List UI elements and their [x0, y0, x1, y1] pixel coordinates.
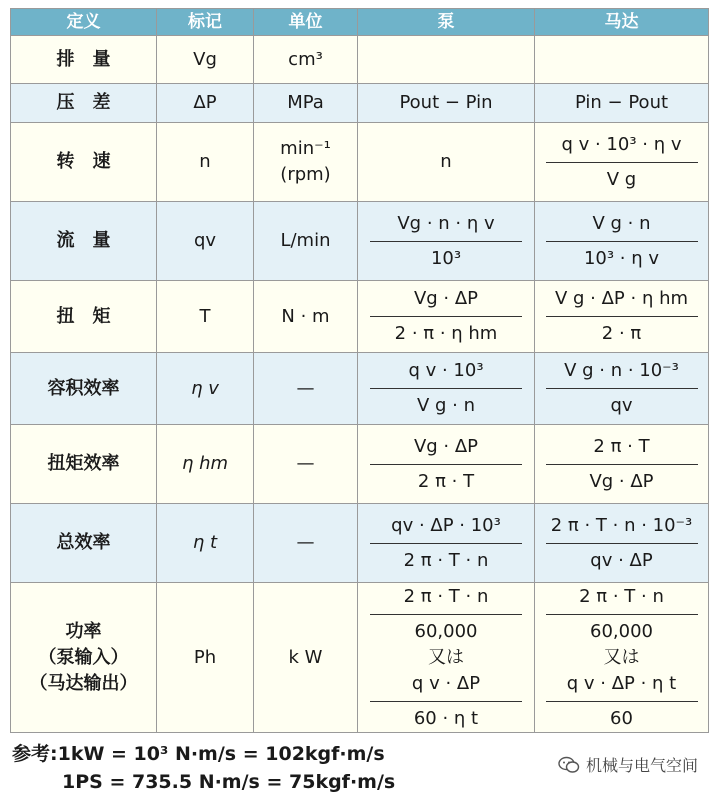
row-pump-formula: Pout − Pin: [358, 84, 535, 123]
reference-note-kw: 参考:1kW = 10³ N·m/s = 102kgf·m/s: [12, 743, 385, 765]
fraction-line: [546, 701, 698, 702]
denominator: qv · ΔP: [590, 549, 653, 571]
header-row: [11, 9, 709, 36]
fraction: [544, 211, 700, 272]
row-symbol: qv: [157, 202, 254, 281]
reference-note-ps: 1PS = 735.5 N·m/s = 75kgf·m/s: [62, 771, 396, 793]
row-definition: 排 量: [11, 36, 157, 84]
row-pump-formula: [358, 281, 535, 353]
row-motor-formula: [535, 504, 709, 583]
numerator: V g · ΔP · η hm: [554, 288, 689, 309]
fraction-line: [370, 388, 522, 389]
numerator: q v · 10³: [408, 360, 484, 381]
row-definition: 扭矩效率: [11, 425, 157, 504]
fraction-line: [370, 316, 522, 317]
row-pump-formula: n: [358, 123, 535, 202]
header-definition: 定义: [11, 9, 157, 36]
fraction-line: [546, 614, 698, 615]
fraction: [368, 513, 524, 574]
table-row: [11, 504, 709, 583]
row-symbol: Ph: [157, 583, 254, 733]
fraction-line: [546, 543, 698, 544]
numerator: q v · ΔP · η t: [566, 672, 677, 694]
header-motor: 马达: [535, 9, 709, 36]
row-definition: 总效率: [11, 504, 157, 583]
table-row: [11, 281, 709, 353]
row-motor-formula: Pin − Pout: [535, 84, 709, 123]
numerator: Vg · ΔP: [413, 288, 479, 309]
row-unit: cm³: [254, 36, 358, 84]
denominator: 60,000: [414, 620, 478, 642]
watermark: [558, 753, 698, 776]
row-definition: 转 速: [11, 123, 157, 202]
row-symbol: ΔP: [157, 84, 254, 123]
fraction: [544, 513, 700, 574]
numerator: q v · ΔP: [411, 672, 481, 694]
denominator: 2 π · T · n: [403, 549, 489, 571]
row-unit: N · m: [254, 281, 358, 353]
row-unit: k W: [254, 583, 358, 733]
row-symbol: n: [157, 123, 254, 202]
fraction: [544, 434, 700, 495]
row-definition: 容积效率: [11, 353, 157, 425]
reference-table: [10, 8, 709, 733]
fraction-line: [370, 701, 522, 702]
table-row: [11, 353, 709, 425]
table-row: [11, 202, 709, 281]
fraction: [368, 434, 524, 495]
denominator: 10³ · η v: [583, 247, 660, 269]
row-motor-formula: [535, 583, 709, 733]
row-motor-formula: [535, 36, 709, 84]
alternative-label: 又は: [603, 646, 640, 668]
row-motor-formula: [535, 425, 709, 504]
fraction: [544, 358, 700, 419]
fraction-line: [370, 543, 522, 544]
denominator: 60 · η t: [413, 707, 479, 729]
row-definition: 流 量: [11, 202, 157, 281]
numerator: 2 π · T · n: [579, 585, 664, 607]
denominator: 2 π · T: [417, 470, 475, 492]
denominator: 10³: [430, 247, 462, 269]
alternative-label: 又は: [428, 646, 464, 668]
fraction: [544, 584, 700, 732]
row-motor-formula: [535, 202, 709, 281]
numerator: V g · n · 10⁻³: [564, 360, 679, 381]
row-symbol: η hm: [157, 425, 254, 504]
fraction-line: [546, 316, 698, 317]
denominator: qv: [610, 395, 633, 416]
row-symbol: η t: [157, 504, 254, 583]
numerator: 2 π · T: [593, 435, 650, 457]
wechat-icon: [558, 756, 580, 774]
table-row: [11, 123, 709, 202]
row-unit: —: [254, 353, 358, 425]
row-motor-formula: [535, 353, 709, 425]
numerator: 2 π · T · n · 10⁻³: [550, 514, 693, 536]
header-unit: 单位: [254, 9, 358, 36]
row-unit: [254, 123, 358, 202]
definition-line: （马达输出）: [29, 672, 138, 694]
row-unit: L/min: [254, 202, 358, 281]
watermark-text: 机械与电气空间: [585, 756, 698, 775]
fraction-line: [546, 464, 698, 465]
row-symbol: η v: [157, 353, 254, 425]
denominator: 60: [610, 707, 633, 729]
table-row: [11, 425, 709, 504]
fraction: [544, 286, 700, 347]
numerator: Vg · n · η v: [397, 212, 495, 234]
row-motor-formula: [535, 281, 709, 353]
row-motor-formula: [535, 123, 709, 202]
table-row: [11, 84, 709, 123]
row-pump-formula: [358, 202, 535, 281]
fraction: [368, 286, 524, 347]
numerator: Vg · ΔP: [413, 435, 479, 457]
fraction-line: [370, 614, 522, 615]
definition-line: （泵输入）: [38, 646, 129, 668]
denominator: 2 · π · η hm: [394, 323, 498, 344]
row-unit: —: [254, 504, 358, 583]
numerator: V g · n: [592, 212, 651, 234]
fraction-line: [546, 388, 698, 389]
denominator: 60,000: [590, 620, 653, 642]
row-symbol: T: [157, 281, 254, 353]
fraction-line: [370, 464, 522, 465]
table-row: [11, 36, 709, 84]
definition-line: 功率: [65, 620, 102, 642]
fraction-line: [546, 162, 698, 163]
numerator: qv · ΔP · 10³: [391, 514, 501, 536]
row-definition: 压 差: [11, 84, 157, 123]
row-pump-formula: [358, 353, 535, 425]
row-pump-formula: [358, 425, 535, 504]
fraction: [368, 211, 524, 272]
numerator: 2 π · T · n: [403, 585, 489, 607]
denominator: 2 · π: [601, 323, 642, 344]
denominator: V g: [606, 168, 637, 190]
fraction: [544, 132, 700, 193]
fraction: [368, 584, 524, 732]
row-pump-formula: [358, 504, 535, 583]
row-unit: MPa: [254, 84, 358, 123]
row-unit: —: [254, 425, 358, 504]
denominator: V g · n: [416, 395, 476, 416]
row-definition: 扭 矩: [11, 281, 157, 353]
fraction: [368, 358, 524, 419]
unit-line: (rpm): [280, 164, 331, 185]
unit-line: min⁻¹: [280, 138, 331, 159]
fraction-line: [546, 241, 698, 242]
header-pump: 泵: [358, 9, 535, 36]
table-row: [11, 583, 709, 733]
fraction-line: [370, 241, 522, 242]
row-pump-formula: [358, 583, 535, 733]
header-symbol: 标记: [157, 9, 254, 36]
row-definition: [11, 583, 157, 733]
denominator: Vg · ΔP: [589, 470, 654, 492]
numerator: q v · 10³ · η v: [561, 133, 682, 155]
row-pump-formula: [358, 36, 535, 84]
row-symbol: Vg: [157, 36, 254, 84]
